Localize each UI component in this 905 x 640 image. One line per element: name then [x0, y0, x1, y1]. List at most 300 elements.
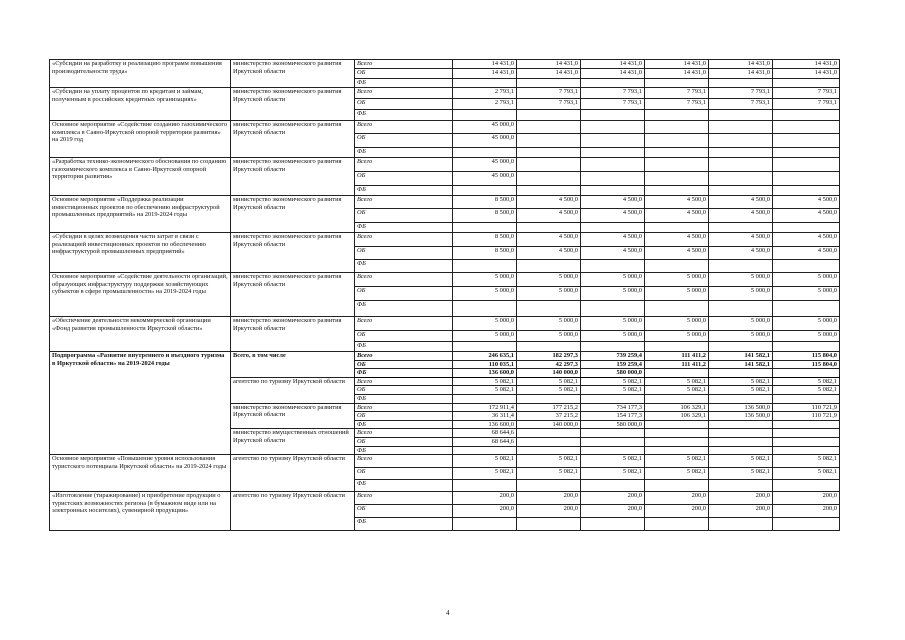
amount-cell: 7 793,1	[517, 88, 581, 99]
amount-cell	[517, 429, 581, 438]
amount-cell: 200,0	[453, 492, 517, 505]
amount-cell: 14 431,0	[645, 60, 709, 69]
amount-cell: 5 082,1	[453, 386, 517, 395]
amount-cell	[517, 394, 581, 403]
amount-cell: 4 500,0	[773, 209, 840, 223]
amount-cell	[645, 110, 709, 121]
amount-cell: 182 297,3	[517, 352, 581, 361]
responsible-executor-cell: министерство экономического развития Иркутской области	[231, 317, 355, 352]
funding-source-cell: ФБ	[355, 480, 453, 492]
funding-source-cell: Всего	[355, 88, 453, 99]
responsible-executor-cell: министерство экономического развития Иркутской области	[231, 196, 355, 233]
amount-cell: 7 793,1	[581, 99, 645, 110]
amount-cell	[453, 110, 517, 121]
funding-source-cell: Всего	[355, 273, 453, 287]
funding-source-cell: ОБ	[355, 287, 453, 301]
responsible-executor-cell: министерство экономического развития Иркутской области	[231, 121, 355, 158]
amount-cell: 111 411,2	[645, 352, 709, 361]
amount-cell: 14 431,0	[581, 69, 645, 79]
amount-cell	[517, 223, 581, 233]
amount-cell: 115 804,0	[773, 352, 840, 361]
amount-cell: 2 793,1	[453, 99, 517, 110]
amount-cell: 5 082,1	[581, 377, 645, 386]
amount-cell: 5 082,1	[517, 386, 581, 395]
funding-source-cell: Всего	[355, 317, 453, 331]
amount-cell: 5 082,1	[517, 377, 581, 386]
activity-name-cell: Основное мероприятие «Содействие деятельности организаций, образующих инфраструктуру поддержки хозяйствующих субъектов в сфере промышленности» на 2019-2024 годы	[50, 273, 231, 317]
amount-cell	[773, 186, 840, 196]
amount-cell	[773, 172, 840, 186]
amount-cell: 36 311,4	[453, 412, 517, 421]
amount-cell: 42 297,3	[517, 360, 581, 369]
funding-source-cell: ФБ	[355, 301, 453, 317]
amount-cell: 7 793,1	[645, 88, 709, 99]
activity-name-cell: Основное мероприятие «Повышение уровня использования туристского потенциала Иркутской области» на 2019-2024 годы	[50, 455, 231, 492]
amount-cell	[645, 369, 709, 378]
table-row	[50, 492, 840, 505]
amount-cell: 2 793,1	[453, 88, 517, 99]
amount-cell: 8 500,0	[453, 233, 517, 247]
amount-cell: 5 000,0	[517, 331, 581, 342]
funding-source-cell: ФБ	[355, 186, 453, 196]
amount-cell: 5 000,0	[773, 317, 840, 331]
amount-cell: 177 215,2	[517, 403, 581, 412]
amount-cell: 5 000,0	[581, 331, 645, 342]
amount-cell	[453, 342, 517, 352]
funding-source-cell: ОБ	[355, 331, 453, 342]
amount-cell: 5 082,1	[773, 455, 840, 468]
amount-cell	[645, 518, 709, 531]
funding-source-cell: ФБ	[355, 148, 453, 158]
funding-source-cell: ОБ	[355, 360, 453, 369]
amount-cell	[581, 260, 645, 273]
amount-cell: 141 582,1	[709, 352, 773, 361]
amount-cell: 14 431,0	[517, 60, 581, 69]
amount-cell: 580 000,0	[581, 420, 645, 429]
amount-cell	[709, 420, 773, 429]
amount-cell	[709, 301, 773, 317]
funding-source-cell: Всего	[355, 60, 453, 69]
amount-cell	[581, 186, 645, 196]
amount-cell	[645, 121, 709, 134]
amount-cell: 110 721,9	[773, 412, 840, 421]
amount-cell: 5 000,0	[581, 273, 645, 287]
amount-cell	[453, 480, 517, 492]
amount-cell	[709, 518, 773, 531]
amount-cell: 5 082,1	[645, 377, 709, 386]
funding-source-cell: ОБ	[355, 69, 453, 79]
amount-cell	[453, 518, 517, 531]
funding-source-cell: Всего	[355, 455, 453, 468]
funding-source-cell: Всего	[355, 403, 453, 412]
amount-cell: 7 793,1	[773, 99, 840, 110]
amount-cell	[581, 79, 645, 88]
funding-source-cell: ОБ	[355, 412, 453, 421]
amount-cell	[645, 148, 709, 158]
amount-cell: 4 500,0	[709, 247, 773, 260]
page-number: 4	[446, 609, 450, 617]
amount-cell: 200,0	[581, 505, 645, 518]
amount-cell: 4 500,0	[773, 196, 840, 209]
activity-name-cell: «Субсидии на уплату процентов по кредитам и займам, полученным в российских кредитных организациях»	[50, 88, 231, 121]
amount-cell: 200,0	[581, 492, 645, 505]
funding-source-cell: ФБ	[355, 369, 453, 378]
budget-table-body	[50, 60, 840, 531]
amount-cell: 4 500,0	[645, 196, 709, 209]
amount-cell	[773, 518, 840, 531]
amount-cell: 200,0	[645, 492, 709, 505]
amount-cell: 5 082,1	[581, 455, 645, 468]
amount-cell	[709, 342, 773, 352]
amount-cell: 4 500,0	[645, 247, 709, 260]
amount-cell: 140 000,0	[517, 369, 581, 378]
amount-cell	[773, 437, 840, 446]
funding-source-cell: ФБ	[355, 446, 453, 455]
amount-cell: 5 082,1	[453, 377, 517, 386]
activity-name-cell: «Обеспечение деятельности некоммерческой организации «Фонд развития промышленности Иркутской области»	[50, 317, 231, 352]
amount-cell	[517, 110, 581, 121]
amount-cell: 5 082,1	[709, 455, 773, 468]
funding-source-cell: ФБ	[355, 223, 453, 233]
amount-cell	[709, 260, 773, 273]
amount-cell: 200,0	[709, 492, 773, 505]
amount-cell	[581, 301, 645, 317]
amount-cell: 5 000,0	[581, 287, 645, 301]
amount-cell: 5 082,1	[581, 468, 645, 480]
amount-cell	[773, 369, 840, 378]
amount-cell: 154 177,3	[581, 412, 645, 421]
amount-cell	[453, 79, 517, 88]
amount-cell: 106 329,1	[645, 412, 709, 421]
responsible-executor-cell: министерство экономического развития Иркутской области	[231, 88, 355, 121]
amount-cell: 5 000,0	[517, 317, 581, 331]
amount-cell: 159 259,4	[581, 360, 645, 369]
funding-source-cell: ФБ	[355, 394, 453, 403]
amount-cell: 7 793,1	[709, 88, 773, 99]
amount-cell	[517, 301, 581, 317]
amount-cell	[517, 186, 581, 196]
amount-cell: 4 500,0	[581, 209, 645, 223]
amount-cell: 111 411,2	[645, 360, 709, 369]
amount-cell	[581, 518, 645, 531]
amount-cell: 5 000,0	[581, 317, 645, 331]
amount-cell	[453, 186, 517, 196]
amount-cell	[645, 429, 709, 438]
amount-cell	[517, 148, 581, 158]
amount-cell: 5 082,1	[645, 468, 709, 480]
amount-cell: 106 329,1	[645, 403, 709, 412]
amount-cell	[709, 172, 773, 186]
amount-cell: 200,0	[517, 505, 581, 518]
amount-cell	[645, 223, 709, 233]
amount-cell	[581, 121, 645, 134]
funding-source-cell: ФБ	[355, 342, 453, 352]
responsible-executor-cell: агентство по туризму Иркутской области	[231, 455, 355, 492]
funding-source-cell: ФБ	[355, 518, 453, 531]
table-row	[50, 352, 840, 361]
amount-cell	[645, 446, 709, 455]
amount-cell	[581, 172, 645, 186]
amount-cell	[709, 158, 773, 172]
amount-cell: 7 793,1	[773, 88, 840, 99]
amount-cell: 200,0	[709, 505, 773, 518]
amount-cell: 5 082,1	[773, 377, 840, 386]
funding-source-cell: Всего	[355, 377, 453, 386]
amount-cell: 5 000,0	[709, 317, 773, 331]
amount-cell	[709, 429, 773, 438]
funding-source-cell: Всего	[355, 158, 453, 172]
funding-source-cell: ОБ	[355, 209, 453, 223]
amount-cell	[645, 186, 709, 196]
amount-cell	[645, 134, 709, 148]
amount-cell	[709, 394, 773, 403]
amount-cell: 200,0	[645, 505, 709, 518]
amount-cell: 246 635,1	[453, 352, 517, 361]
amount-cell	[517, 342, 581, 352]
funding-source-cell: ОБ	[355, 134, 453, 148]
amount-cell: 4 500,0	[645, 233, 709, 247]
amount-cell	[709, 134, 773, 148]
amount-cell	[645, 79, 709, 88]
amount-cell: 136 600,0	[453, 369, 517, 378]
amount-cell: 200,0	[773, 505, 840, 518]
amount-cell: 14 431,0	[773, 60, 840, 69]
amount-cell: 7 793,1	[581, 88, 645, 99]
amount-cell: 14 431,0	[581, 60, 645, 69]
amount-cell	[517, 121, 581, 134]
funding-source-cell: ФБ	[355, 420, 453, 429]
amount-cell: 5 082,1	[709, 468, 773, 480]
activity-name-cell: «Разработка технико-экономического обоснования по созданию газохимического комплекса в Саяно-Иркутской опорной территории развития»	[50, 158, 231, 196]
funding-source-cell: ФБ	[355, 260, 453, 273]
amount-cell	[453, 446, 517, 455]
amount-cell: 5 082,1	[581, 386, 645, 395]
funding-source-cell: Всего	[355, 429, 453, 438]
activity-name-cell: Основное мероприятие «Содействие созданию газохимического комплекса в Саяно-Иркутской опорной территории развития» на 2019 год	[50, 121, 231, 158]
amount-cell	[773, 223, 840, 233]
amount-cell: 110 721,9	[773, 403, 840, 412]
amount-cell: 5 000,0	[517, 287, 581, 301]
amount-cell	[453, 260, 517, 273]
amount-cell: 8 500,0	[453, 247, 517, 260]
amount-cell	[773, 480, 840, 492]
amount-cell: 734 177,3	[581, 403, 645, 412]
amount-cell: 4 500,0	[581, 233, 645, 247]
activity-name-cell: «Субсидии на разработку и реализацию программ повышения производительности труда»	[50, 60, 231, 88]
funding-source-cell: ОБ	[355, 468, 453, 480]
funding-source-cell: ОБ	[355, 437, 453, 446]
responsible-executor-cell: Всего, в том числе	[231, 352, 355, 378]
amount-cell: 5 082,1	[773, 468, 840, 480]
amount-cell	[453, 223, 517, 233]
amount-cell: 37 215,2	[517, 412, 581, 421]
amount-cell	[645, 301, 709, 317]
amount-cell	[517, 518, 581, 531]
table-row	[50, 88, 840, 99]
amount-cell	[709, 446, 773, 455]
amount-cell: 45 000,0	[453, 134, 517, 148]
amount-cell	[773, 429, 840, 438]
amount-cell	[453, 394, 517, 403]
amount-cell: 4 500,0	[517, 233, 581, 247]
responsible-executor-cell: министерство экономического развития Иркутской области	[231, 158, 355, 196]
amount-cell	[453, 301, 517, 317]
funding-source-cell: ОБ	[355, 247, 453, 260]
amount-cell	[773, 148, 840, 158]
amount-cell	[773, 342, 840, 352]
amount-cell: 136 500,0	[709, 403, 773, 412]
amount-cell	[709, 437, 773, 446]
amount-cell: 5 000,0	[453, 317, 517, 331]
funding-source-cell: Всего	[355, 233, 453, 247]
amount-cell: 5 000,0	[645, 287, 709, 301]
amount-cell	[581, 158, 645, 172]
amount-cell	[645, 480, 709, 492]
amount-cell	[773, 158, 840, 172]
amount-cell	[581, 110, 645, 121]
amount-cell: 14 431,0	[517, 69, 581, 79]
funding-source-cell: ФБ	[355, 110, 453, 121]
activity-name-cell: «Изготовление (тиражирование) и приобретение продукции о туристских возможностях региона (в бумажном виде или на электронных носителях), сувенирной продукции»	[50, 492, 231, 531]
amount-cell	[645, 172, 709, 186]
amount-cell: 172 911,4	[453, 403, 517, 412]
amount-cell: 739 259,4	[581, 352, 645, 361]
amount-cell: 5 000,0	[645, 273, 709, 287]
amount-cell: 68 644,6	[453, 437, 517, 446]
amount-cell	[581, 446, 645, 455]
amount-cell: 5 000,0	[453, 287, 517, 301]
responsible-executor-cell: министерство имущественных отношений Иркутской области	[231, 429, 355, 455]
responsible-executor-cell: министерство экономического развития Иркутской области	[231, 273, 355, 317]
amount-cell: 110 035,1	[453, 360, 517, 369]
funding-source-cell: Всего	[355, 352, 453, 361]
amount-cell	[709, 110, 773, 121]
amount-cell	[645, 420, 709, 429]
amount-cell	[709, 369, 773, 378]
amount-cell: 5 082,1	[453, 468, 517, 480]
amount-cell: 4 500,0	[773, 247, 840, 260]
responsible-executor-cell: агентство по туризму Иркутской области	[231, 492, 355, 531]
amount-cell: 4 500,0	[709, 233, 773, 247]
amount-cell	[773, 446, 840, 455]
amount-cell: 45 000,0	[453, 121, 517, 134]
amount-cell	[581, 429, 645, 438]
amount-cell	[709, 223, 773, 233]
amount-cell: 5 082,1	[709, 377, 773, 386]
amount-cell	[645, 437, 709, 446]
amount-cell: 14 431,0	[773, 69, 840, 79]
amount-cell	[645, 394, 709, 403]
funding-source-cell: Всего	[355, 121, 453, 134]
amount-cell	[773, 394, 840, 403]
responsible-executor-cell: министерство экономического развития Иркутской области	[231, 233, 355, 273]
table-row	[50, 121, 840, 134]
amount-cell	[709, 186, 773, 196]
amount-cell: 4 500,0	[517, 209, 581, 223]
amount-cell: 5 000,0	[773, 331, 840, 342]
amount-cell: 580 000,0	[581, 369, 645, 378]
amount-cell: 45 000,0	[453, 158, 517, 172]
amount-cell	[645, 260, 709, 273]
amount-cell	[517, 437, 581, 446]
amount-cell	[773, 260, 840, 273]
amount-cell: 4 500,0	[773, 233, 840, 247]
funding-source-cell: Всего	[355, 196, 453, 209]
funding-source-cell: ФБ	[355, 79, 453, 88]
amount-cell: 115 804,0	[773, 360, 840, 369]
amount-cell	[581, 148, 645, 158]
amount-cell: 45 000,0	[453, 172, 517, 186]
amount-cell	[453, 148, 517, 158]
amount-cell: 5 000,0	[645, 331, 709, 342]
amount-cell	[709, 121, 773, 134]
amount-cell: 5 000,0	[709, 287, 773, 301]
amount-cell	[709, 79, 773, 88]
funding-source-cell: ОБ	[355, 505, 453, 518]
amount-cell: 5 000,0	[453, 273, 517, 287]
amount-cell: 7 793,1	[709, 99, 773, 110]
amount-cell	[517, 158, 581, 172]
amount-cell	[773, 420, 840, 429]
amount-cell: 14 431,0	[453, 60, 517, 69]
amount-cell: 5 000,0	[453, 331, 517, 342]
funding-source-cell: ОБ	[355, 172, 453, 186]
amount-cell: 5 000,0	[517, 273, 581, 287]
amount-cell	[581, 480, 645, 492]
table-row	[50, 273, 840, 287]
amount-cell	[581, 342, 645, 352]
amount-cell: 5 082,1	[645, 455, 709, 468]
amount-cell: 5 082,1	[453, 455, 517, 468]
amount-cell: 4 500,0	[517, 247, 581, 260]
amount-cell: 5 082,1	[517, 468, 581, 480]
activity-name-cell: «Субсидии в целях возмещения части затрат в связи с реализацией инвестиционных проектов по обеспечению инфраструктурой промышленных предприятий»	[50, 233, 231, 273]
amount-cell: 5 000,0	[773, 287, 840, 301]
amount-cell	[517, 446, 581, 455]
amount-cell	[645, 342, 709, 352]
amount-cell	[581, 223, 645, 233]
table-row	[50, 60, 840, 69]
amount-cell: 136 600,0	[453, 420, 517, 429]
amount-cell: 7 793,1	[517, 99, 581, 110]
amount-cell: 136 500,0	[709, 412, 773, 421]
amount-cell	[773, 121, 840, 134]
amount-cell	[581, 134, 645, 148]
amount-cell: 4 500,0	[517, 196, 581, 209]
activity-name-cell: Подпрограмма «Развитие внутреннего и въездного туризма в Иркутской области» на 2019-2024 годы	[50, 352, 231, 455]
amount-cell: 200,0	[773, 492, 840, 505]
amount-cell: 7 793,1	[645, 99, 709, 110]
table-row	[50, 158, 840, 172]
funding-source-cell: ОБ	[355, 99, 453, 110]
amount-cell: 14 431,0	[709, 60, 773, 69]
amount-cell	[517, 134, 581, 148]
amount-cell: 4 500,0	[645, 209, 709, 223]
amount-cell	[581, 394, 645, 403]
amount-cell	[773, 301, 840, 317]
amount-cell	[517, 480, 581, 492]
responsible-executor-cell: агентство по туризму Иркутской области	[231, 377, 355, 403]
amount-cell: 5 082,1	[709, 386, 773, 395]
amount-cell	[709, 480, 773, 492]
amount-cell: 4 500,0	[581, 196, 645, 209]
amount-cell: 5 082,1	[517, 455, 581, 468]
table-row	[50, 233, 840, 247]
amount-cell: 4 500,0	[581, 247, 645, 260]
amount-cell	[517, 79, 581, 88]
amount-cell: 4 500,0	[709, 196, 773, 209]
amount-cell	[773, 134, 840, 148]
